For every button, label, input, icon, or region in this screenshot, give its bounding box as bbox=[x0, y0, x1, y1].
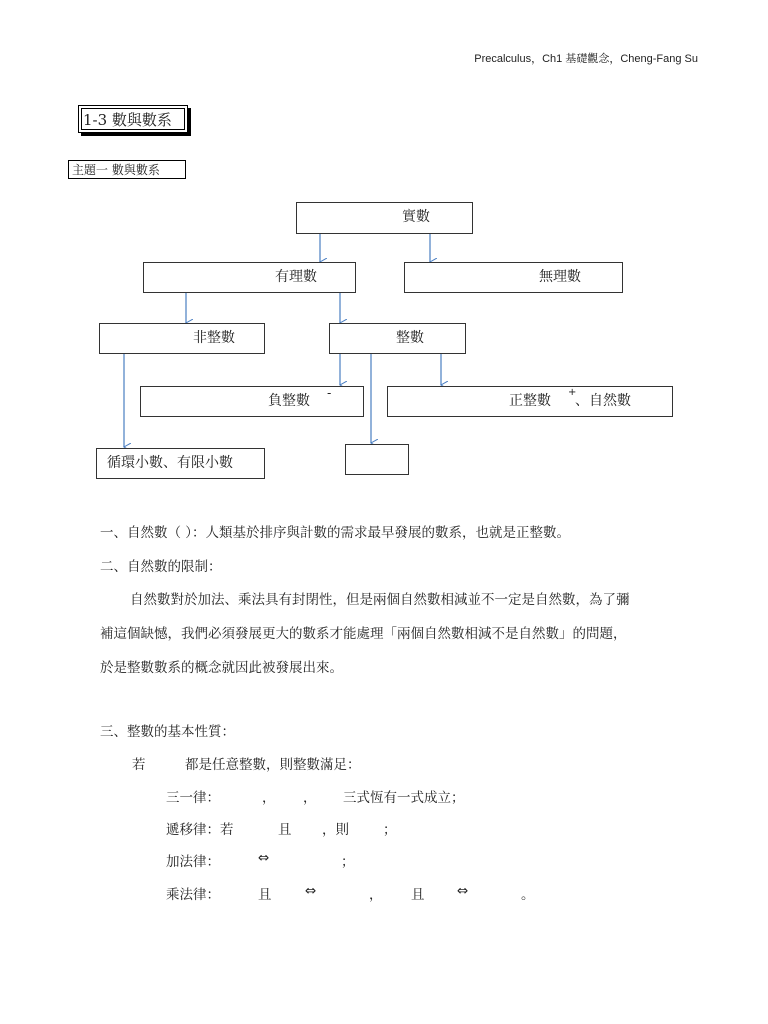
box-real bbox=[296, 202, 473, 234]
law1-label: 三一律： bbox=[166, 790, 220, 806]
law2-then: ，則 bbox=[322, 822, 349, 838]
box-non-integer bbox=[99, 323, 265, 354]
text-natural-definition: 一、自然數（ ）：人類基於排序與計數的需求最早發展的數系，也就是正整數。 bbox=[100, 525, 571, 541]
law4-end: 。 bbox=[521, 887, 535, 903]
box-decimal bbox=[96, 448, 265, 479]
label-integer: 整數 bbox=[396, 330, 424, 346]
law1-end: 三式恆有一式成立； bbox=[343, 790, 465, 806]
law2-label: 遞移律：若 bbox=[166, 822, 234, 838]
label-rational: 有理數 bbox=[275, 269, 317, 285]
text-integer-properties-heading: 三、整數的基本性質： bbox=[100, 724, 235, 740]
law3-iff: ⇔ bbox=[258, 850, 270, 866]
text-paragraph-line-2: 補這個缺憾，我們必須發展更大的數系才能處理「兩個自然數相減不是自然數」的問題， bbox=[100, 626, 627, 642]
box-integer bbox=[329, 323, 466, 354]
label-non-integer: 非整數 bbox=[193, 330, 235, 346]
box-positive bbox=[387, 386, 673, 417]
law1-comma-2: ， bbox=[303, 790, 317, 806]
text-paragraph-line-1: 自然數對於加法、乘法具有封閉性，但是兩個自然數相減並不一定是自然數，為了彌 bbox=[130, 592, 630, 608]
label-natural: 、自然數 bbox=[575, 393, 631, 409]
label-negative: 負整數 bbox=[268, 393, 310, 409]
label-irrational: 無理數 bbox=[539, 269, 581, 285]
law4-comma: ， bbox=[369, 887, 383, 903]
negative-superscript: - bbox=[327, 386, 332, 400]
topic-label: 主題一 數與數系 bbox=[68, 160, 186, 179]
text-if: 若 bbox=[132, 757, 146, 773]
text-if-rest: 都是任意整數，則整數滿足： bbox=[185, 757, 361, 773]
text-natural-limit-heading: 二、自然數的限制： bbox=[100, 559, 222, 575]
law4-label: 乘法律： bbox=[166, 887, 220, 903]
law2-end: ； bbox=[383, 822, 397, 838]
positive-superscript: + bbox=[568, 387, 577, 398]
box-zero bbox=[345, 444, 409, 475]
page-header: Precalculus，Ch1 基礎觀念，Cheng-Fang Su bbox=[474, 53, 698, 65]
law3-end: ； bbox=[341, 854, 355, 870]
law4-iff-2: ⇔ bbox=[457, 883, 469, 899]
law4-iff-1: ⇔ bbox=[305, 883, 317, 899]
text-paragraph-line-3: 於是整數數系的概念就因此被發展出來。 bbox=[100, 660, 343, 676]
law3-label: 加法律： bbox=[166, 854, 220, 870]
label-real: 實數 bbox=[402, 209, 430, 225]
law4-and-1: 且 bbox=[258, 887, 272, 903]
box-rational bbox=[143, 262, 356, 293]
box-negative bbox=[140, 386, 364, 417]
law4-and-2: 且 bbox=[411, 887, 425, 903]
label-decimal: 循環小數、有限小數 bbox=[107, 455, 233, 471]
box-irrational bbox=[404, 262, 623, 293]
section-title-text: 1-3 數與數系 bbox=[83, 111, 172, 129]
label-positive: 正整數 bbox=[509, 393, 551, 409]
law1-comma-1: ， bbox=[262, 790, 276, 806]
law2-and: 且 bbox=[278, 822, 292, 838]
